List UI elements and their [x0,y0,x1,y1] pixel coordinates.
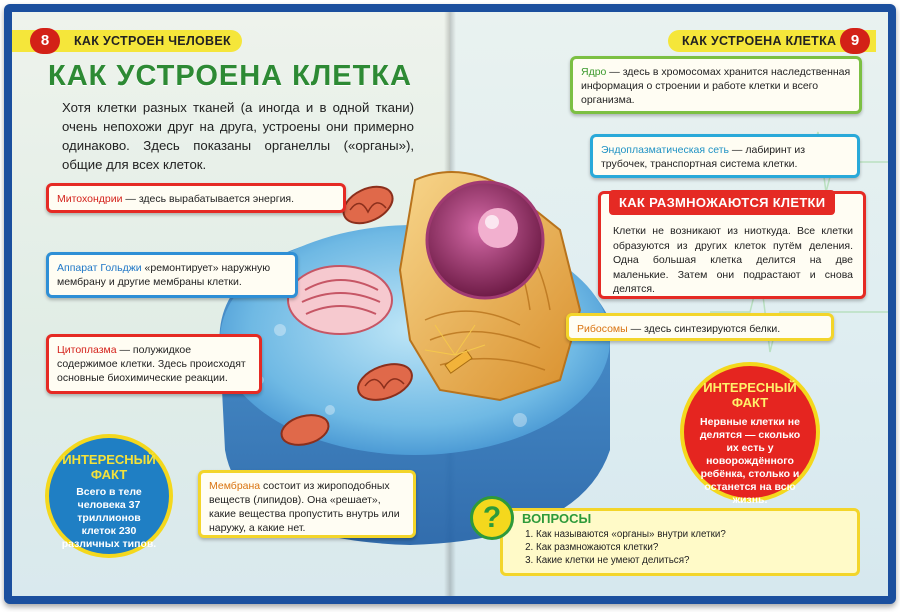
page-number-right: 9 [840,28,870,54]
nucleus-callout [570,56,862,114]
ribosomes-term: Рибосомы [577,323,628,335]
fact-left-heading: ИНТЕРЕСНЫЙ ФАКТ [62,452,156,482]
questions-heading: ВОПРОСЫ [522,511,592,526]
cell-reproduction-text: Клетки не возникают из ниоткуда. Все клетки образуются из других клеток путём деления. Одна большая клетка делится на две маленькие. Затем они подрастают и снова делятся. [613,225,853,295]
page-number-left: 8 [30,28,60,54]
membrane-term: Мембрана [209,480,261,492]
cytoplasm-term: Цитоплазма [57,344,117,356]
question-item: 3. Какие клетки не умеют делиться? [536,554,726,567]
fact-right-heading: ИНТЕРЕСНЫЙ ФАКТ [703,380,797,410]
er-text: — лабиринт из трубочек, транспортная система клетки. [601,144,806,170]
er-callout [590,134,860,178]
questions-list [522,528,726,567]
fact-right-text: Нервные клетки не делятся — сколько их есть у новорождённого ребёнка, столько и останется на всю жизнь. [699,416,801,506]
mitochondria-term: Митохондрии [57,193,123,205]
question-item: 2. Как размножаются клетки? [536,541,726,554]
golgi-term: Аппарат Гольджи [57,262,142,274]
question-mark-icon: ? [470,496,514,540]
page-title: КАК УСТРОЕНА КЛЕТКА [48,60,412,92]
golgi-text: «ремонтирует» наружную мембрану и другие мембраны клетки. [57,262,271,288]
mitochondria-text: — здесь вырабатывается энергия. [122,193,295,205]
nucleus-text: — здесь в хромосомах хранится наследственная информация о строении и работе клетки и всего организма. [581,66,851,106]
fact-left-text: Всего в теле человека 37 триллионов клеток 230 различных типов. [61,486,157,550]
ribosomes-callout [566,313,834,341]
membrane-callout [198,470,416,538]
golgi-callout [46,252,298,298]
cell-reproduction-heading: КАК РАЗМНОЖАЮТСЯ КЛЕТКИ [609,190,835,215]
left-section-title: КАК УСТРОЕН ЧЕЛОВЕК [74,34,231,48]
ribosomes-text: — здесь синтезируются белки. [627,323,781,335]
nucleus-term: Ядро [581,66,607,78]
interesting-fact-left [45,434,173,558]
intro-paragraph: Хотя клетки разных тканей (а иногда и в одной ткани) очень непохожи друг на друга, устроены они примерно одинаково. Здесь показаны органеллы («органы»), общие для всех клеток. [62,100,414,172]
mitochondria-callout [46,183,346,213]
right-section-title: КАК УСТРОЕНА КЛЕТКА [682,34,837,48]
question-item: 1. Как называются «органы» внутри клетки? [536,528,726,541]
membrane-text: состоит из жироподобных веществ (липидов). Она «решает», какие вещества пропустить внутрь или наружу, а какие нет. [209,480,400,534]
interesting-fact-right [680,362,820,506]
er-term: Эндоплазматическая сеть [601,144,730,156]
cytoplasm-callout [46,334,262,394]
cytoplasm-text: — полужидкое содержимое клетки. Здесь происходят основные биохимические реакции. [57,344,246,384]
cell-reproduction-box [598,191,866,299]
